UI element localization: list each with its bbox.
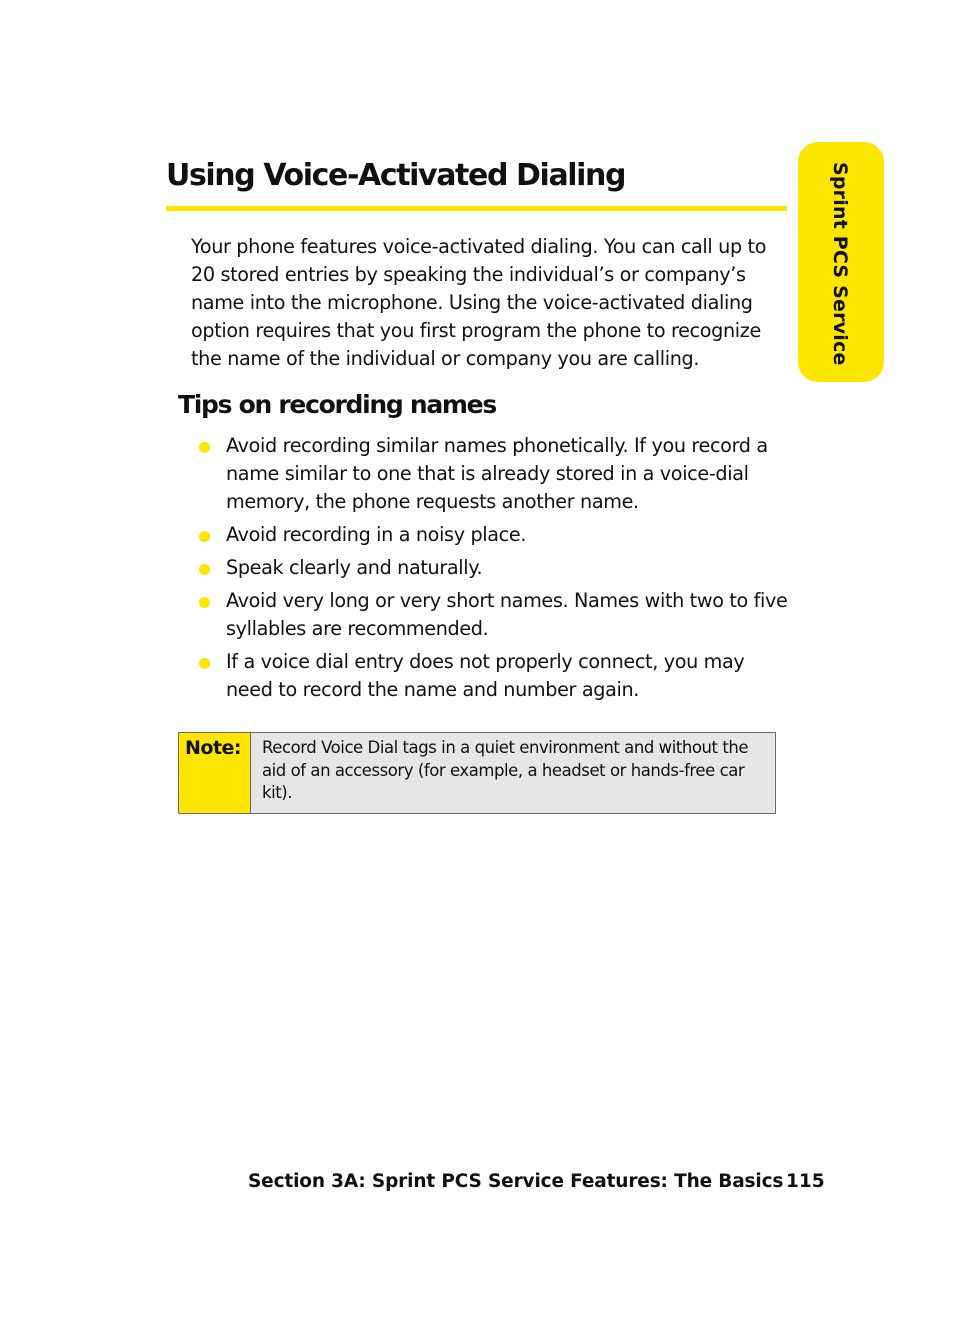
list-item bbox=[198, 587, 792, 643]
bullet-icon bbox=[199, 564, 210, 575]
page-number: 115 bbox=[786, 1171, 825, 1192]
list-item-text: Speak clearly and naturally. bbox=[226, 556, 483, 579]
list-item bbox=[198, 554, 792, 582]
subheading: Tips on recording names bbox=[178, 390, 496, 419]
page-title: Using Voice-Activated Dialing bbox=[166, 158, 626, 193]
list-item-text: Avoid recording in a noisy place. bbox=[226, 523, 527, 546]
list-item-text: If a voice dial entry does not properly connect, you may need to record the name and number again. bbox=[226, 650, 745, 701]
bullet-icon bbox=[199, 531, 210, 542]
list-item-text: Avoid very long or very short names. Names with two to five syllables are recommended. bbox=[226, 589, 788, 640]
list-item bbox=[198, 432, 792, 516]
bullet-icon bbox=[199, 442, 210, 453]
list-item bbox=[198, 521, 792, 549]
list-item-text: Avoid recording similar names phonetically. If you record a name similar to one that is already stored in a voice-dial memory, the phone requests another name. bbox=[226, 434, 768, 513]
note-text: Record Voice Dial tags in a quiet environment and without the aid of an accessory (for example, a headset or hands-free car kit). bbox=[262, 738, 749, 802]
note-label-cell bbox=[179, 733, 251, 813]
footer-section-title: Section 3A: Sprint PCS Service Features: The Basics bbox=[248, 1171, 784, 1192]
tips-list bbox=[198, 432, 792, 709]
bullet-icon bbox=[199, 658, 210, 669]
note-box bbox=[178, 732, 776, 814]
intro-paragraph: Your phone features voice-activated dialing. You can call up to 20 stored entries by speaking the individual’s or company’s name into the microphone. Using the voice-activated dialing option requires that you first program the phone to recognize the name of the individual or company you are calling. bbox=[191, 235, 767, 370]
title-underline bbox=[166, 206, 787, 211]
bullet-icon bbox=[199, 597, 210, 608]
list-item bbox=[198, 648, 792, 704]
side-tab-label: Sprint PCS Service bbox=[829, 162, 851, 366]
note-label: Note: bbox=[185, 737, 242, 759]
